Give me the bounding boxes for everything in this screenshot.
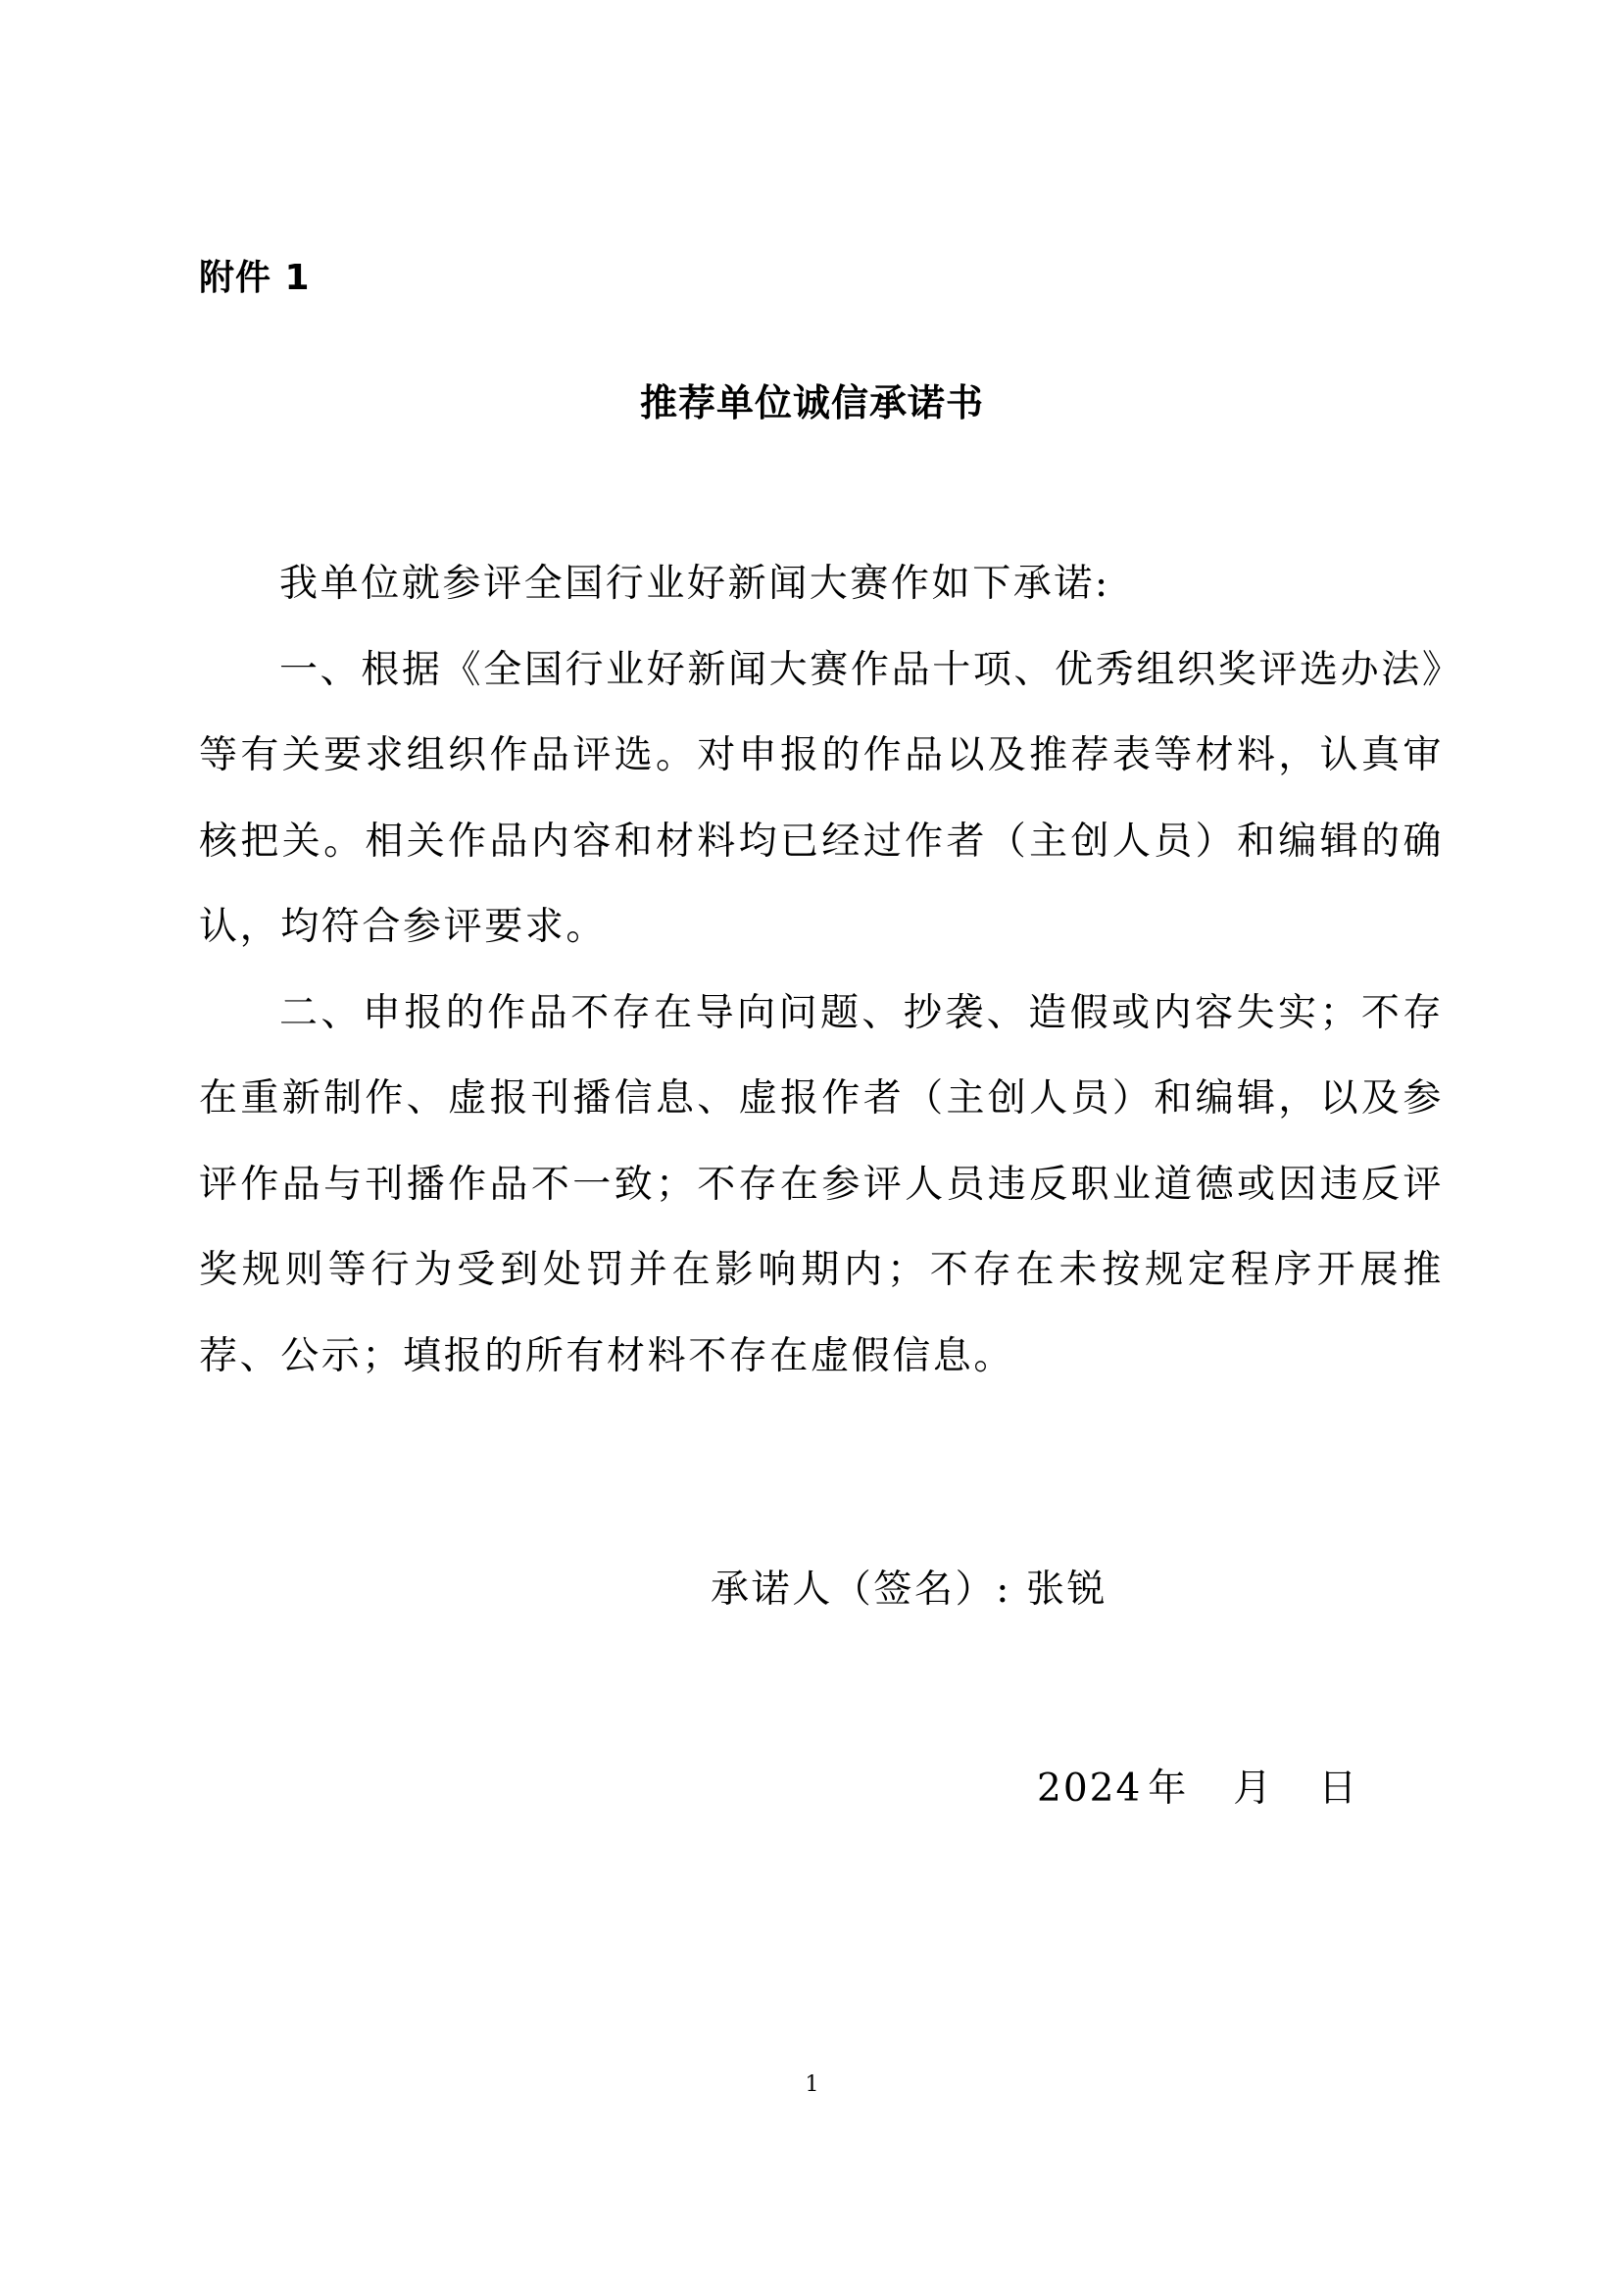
document-title: 推荐单位诚信承诺书 [639, 380, 984, 424]
signature-label: 承诺人（签名）: [711, 1568, 1011, 1612]
clause-2-paragraph: 二、申报的作品不存在导向问题、抄袭、造假或内容失实；不存在重新制作、虚报刊播信息、虚报作者（主创人员）和编辑，以及参评作品与刊播作品不一致；不存在参评人员违反职业道德或因违反评奖规则等行为受到处罚并在影响期内；不存在未按规定程序开展推荐、公示；填报的所有材料不存在虚假信息。 [199, 990, 1444, 1378]
document-body [199, 541, 1444, 1399]
clause-1-paragraph: 一、根据《全国行业好新闻大赛作品十项、优秀组织奖评选办法》等有关要求组织作品评选。对申报的作品以及推荐表等材料，认真审核把关。相关作品内容和材料均已经过作者（主创人员）和编辑的确认，均符合参评要求。 [199, 647, 1444, 949]
intro-paragraph: 我单位就参评全国行业好新闻大赛作如下承诺: [279, 562, 1110, 606]
date-day-unit: 日 [1318, 1767, 1357, 1811]
page-number: 1 [805, 2072, 819, 2097]
date-line [1037, 1762, 1356, 1817]
date-year: 2024 [1037, 1767, 1143, 1811]
date-year-unit: 年 [1148, 1767, 1187, 1811]
signature-name: 张锐 [1025, 1568, 1108, 1612]
date-month-unit: 月 [1233, 1767, 1272, 1811]
attachment-label: 附件 1 [199, 258, 311, 298]
signature-line [711, 1563, 1107, 1618]
